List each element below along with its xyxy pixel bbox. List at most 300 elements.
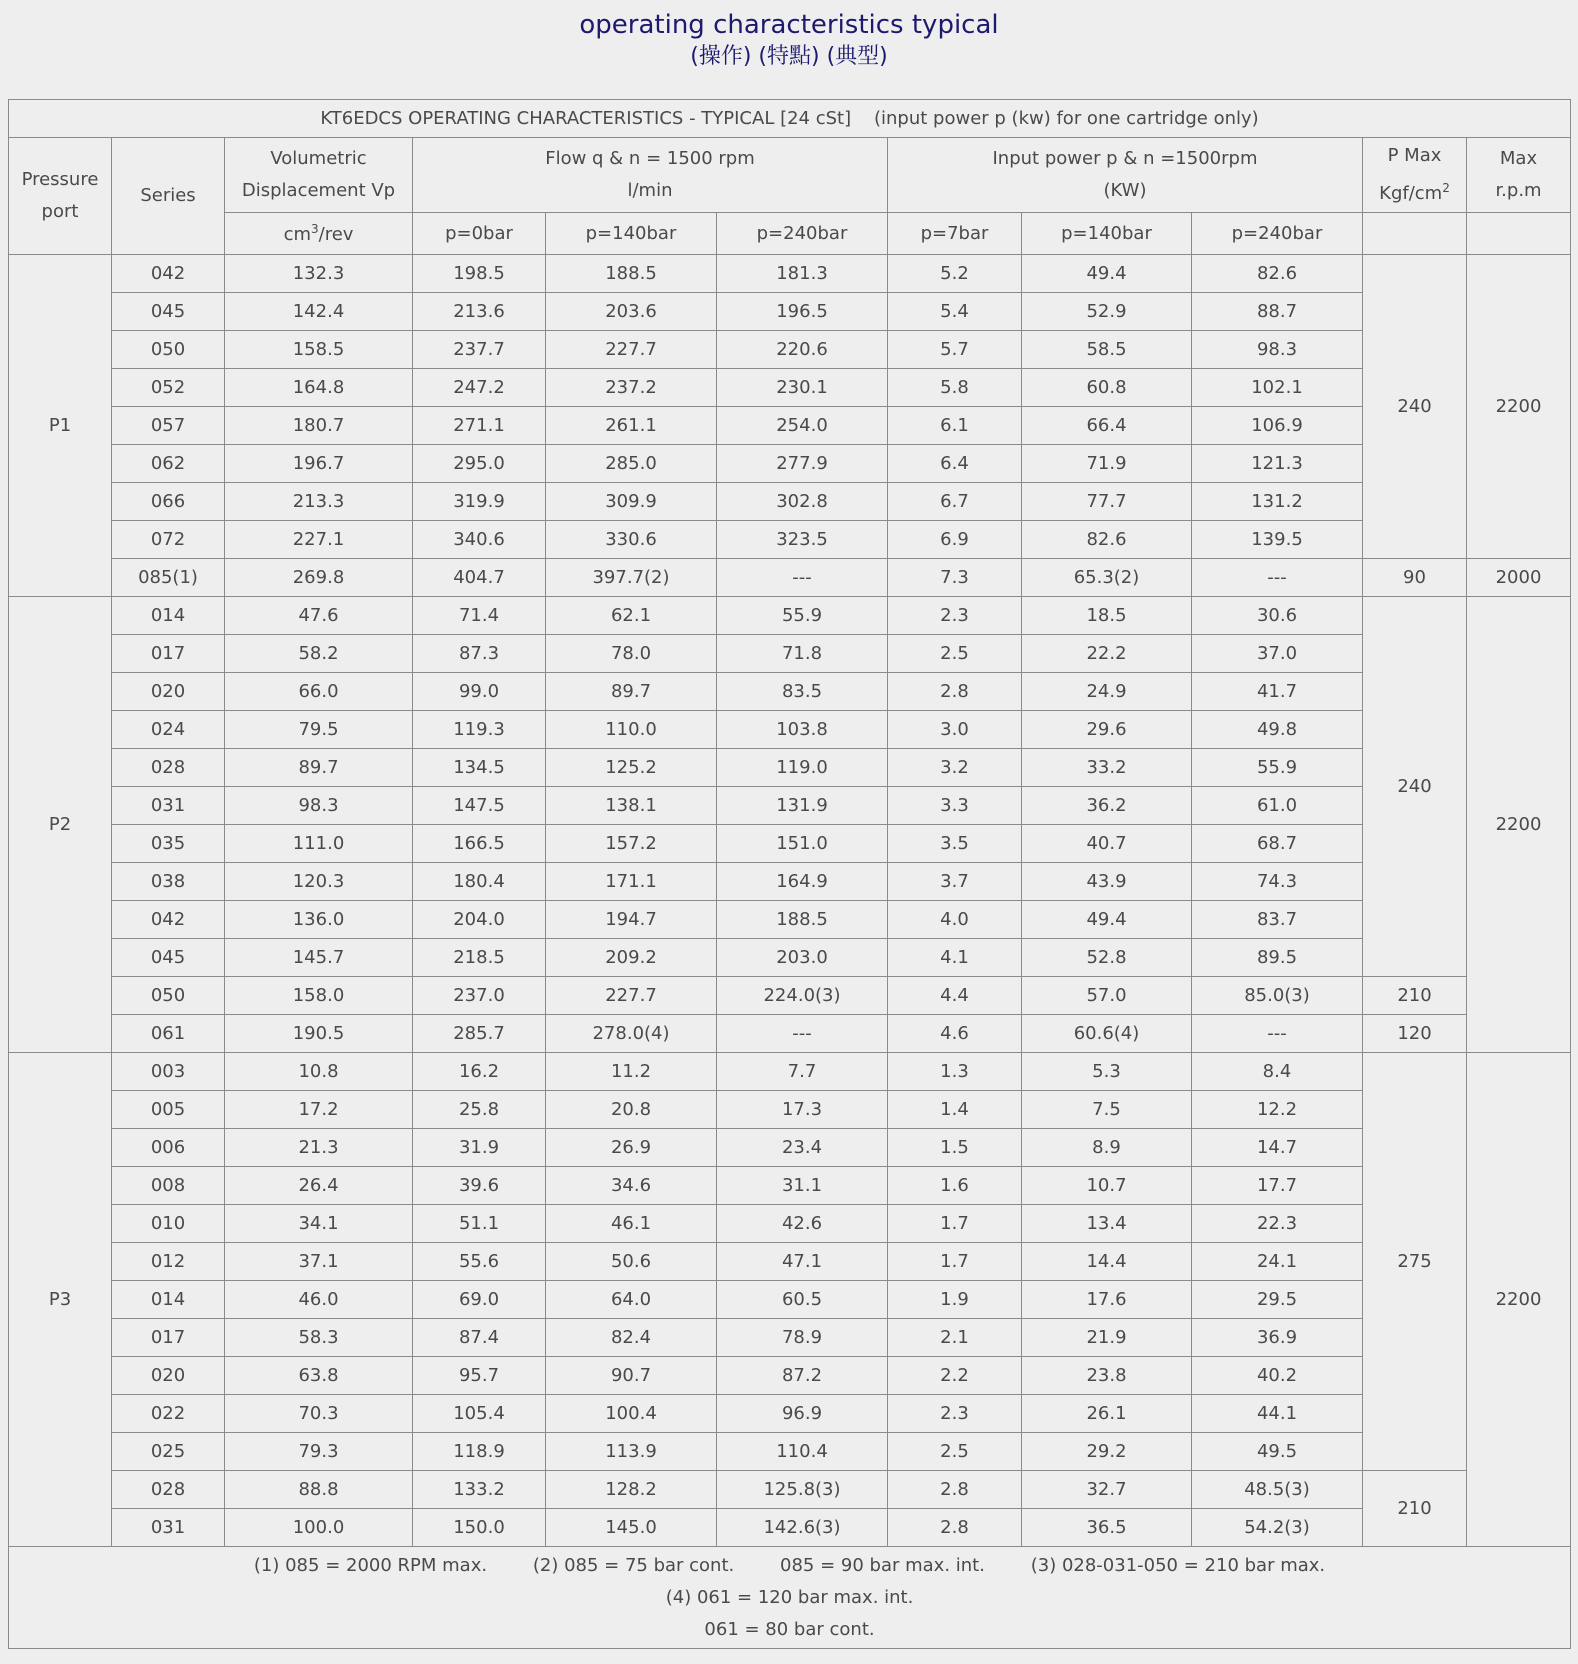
table-row xyxy=(9,483,1571,521)
displacement-cell: 79.5 xyxy=(225,711,413,749)
header-volumetric xyxy=(225,138,413,213)
header-flow-p240: p=240bar xyxy=(717,213,888,255)
power-p240-cell: 41.7 xyxy=(1192,673,1363,711)
unit-sup: 3 xyxy=(311,222,319,236)
power-p140-cell: 17.6 xyxy=(1022,1281,1192,1319)
power-p140-cell: 14.4 xyxy=(1022,1243,1192,1281)
series-cell: 020 xyxy=(112,1357,225,1395)
power-p7-cell: 5.7 xyxy=(888,331,1022,369)
table-body xyxy=(9,255,1571,1547)
footnote-line-1: (1) 085 = 2000 RPM max. (2) 085 = 75 bar cont. 085 = 90 bar max. int. (3) 028-031-050 = 210 bar max. xyxy=(253,1554,1326,1576)
flow-p0-cell: 31.9 xyxy=(413,1129,546,1167)
flow-p140-cell: 82.4 xyxy=(546,1319,717,1357)
table-row xyxy=(9,407,1571,445)
power-p7-cell: 2.3 xyxy=(888,597,1022,635)
flow-p240-cell: 60.5 xyxy=(717,1281,888,1319)
displacement-cell: 120.3 xyxy=(225,863,413,901)
power-p240-cell: 89.5 xyxy=(1192,939,1363,977)
flow-p140-cell: 11.2 xyxy=(546,1053,717,1091)
flow-p240-cell: 7.7 xyxy=(717,1053,888,1091)
power-p240-cell: 88.7 xyxy=(1192,293,1363,331)
flow-p140-cell: 26.9 xyxy=(546,1129,717,1167)
header-maxrpm-spacer xyxy=(1467,213,1571,255)
header-maxrpm-line2: r.p.m xyxy=(1495,180,1542,201)
series-cell: 066 xyxy=(112,483,225,521)
flow-p0-cell: 39.6 xyxy=(413,1167,546,1205)
flow-p140-cell: 110.0 xyxy=(546,711,717,749)
table-row xyxy=(9,711,1571,749)
displacement-cell: 111.0 xyxy=(225,825,413,863)
power-p7-cell: 1.4 xyxy=(888,1091,1022,1129)
header-pressure-port xyxy=(9,138,112,255)
power-p140-cell: 82.6 xyxy=(1022,521,1192,559)
flow-p140-cell: 261.1 xyxy=(546,407,717,445)
table-row xyxy=(9,939,1571,977)
power-p7-cell: 2.5 xyxy=(888,1433,1022,1471)
table-row xyxy=(9,1319,1571,1357)
power-p240-cell: 85.0(3) xyxy=(1192,977,1363,1015)
series-cell: 057 xyxy=(112,407,225,445)
displacement-cell: 158.5 xyxy=(225,331,413,369)
max-rpm-cell: 2200 xyxy=(1467,255,1571,559)
flow-p140-cell: 20.8 xyxy=(546,1091,717,1129)
table-row xyxy=(9,901,1571,939)
flow-p0-cell: 16.2 xyxy=(413,1053,546,1091)
series-cell: 045 xyxy=(112,293,225,331)
flow-p140-cell: 157.2 xyxy=(546,825,717,863)
power-p7-cell: 3.3 xyxy=(888,787,1022,825)
header-pmax-unit-sup: 2 xyxy=(1442,181,1450,195)
table-row xyxy=(9,559,1571,597)
series-cell: 022 xyxy=(112,1395,225,1433)
power-p240-cell: 22.3 xyxy=(1192,1205,1363,1243)
power-p140-cell: 29.6 xyxy=(1022,711,1192,749)
series-cell: 085(1) xyxy=(112,559,225,597)
power-p7-cell: 2.3 xyxy=(888,1395,1022,1433)
flow-p240-cell: 302.8 xyxy=(717,483,888,521)
power-p7-cell: 2.8 xyxy=(888,1471,1022,1509)
flow-p240-cell: 103.8 xyxy=(717,711,888,749)
power-p7-cell: 3.7 xyxy=(888,863,1022,901)
power-p240-cell: 121.3 xyxy=(1192,445,1363,483)
power-p7-cell: 5.8 xyxy=(888,369,1022,407)
flow-p140-cell: 50.6 xyxy=(546,1243,717,1281)
table-row xyxy=(9,1471,1571,1509)
flow-p240-cell: 87.2 xyxy=(717,1357,888,1395)
table-row xyxy=(9,1167,1571,1205)
displacement-cell: 158.0 xyxy=(225,977,413,1015)
flow-p140-cell: 78.0 xyxy=(546,635,717,673)
displacement-cell: 37.1 xyxy=(225,1243,413,1281)
pmax-cell: 240 xyxy=(1363,597,1467,977)
series-cell: 014 xyxy=(112,1281,225,1319)
header-max-rpm xyxy=(1467,138,1571,213)
power-p240-cell: 48.5(3) xyxy=(1192,1471,1363,1509)
flow-p140-cell: 194.7 xyxy=(546,901,717,939)
series-cell: 028 xyxy=(112,749,225,787)
page-title: operating characteristics typical xyxy=(579,10,999,40)
power-p140-cell: 33.2 xyxy=(1022,749,1192,787)
table-row xyxy=(9,1053,1571,1091)
flow-p240-cell: 71.8 xyxy=(717,635,888,673)
power-p240-cell: 131.2 xyxy=(1192,483,1363,521)
series-cell: 062 xyxy=(112,445,225,483)
displacement-cell: 34.1 xyxy=(225,1205,413,1243)
power-p240-cell: 37.0 xyxy=(1192,635,1363,673)
flow-p0-cell: 71.4 xyxy=(413,597,546,635)
flow-p140-cell: 138.1 xyxy=(546,787,717,825)
power-p140-cell: 32.7 xyxy=(1022,1471,1192,1509)
flow-p0-cell: 87.4 xyxy=(413,1319,546,1357)
power-p140-cell: 77.7 xyxy=(1022,483,1192,521)
flow-p140-cell: 34.6 xyxy=(546,1167,717,1205)
flow-p0-cell: 319.9 xyxy=(413,483,546,521)
power-p140-cell: 26.1 xyxy=(1022,1395,1192,1433)
header-power-p7: p=7bar xyxy=(888,213,1022,255)
power-p140-cell: 52.8 xyxy=(1022,939,1192,977)
displacement-cell: 190.5 xyxy=(225,1015,413,1053)
pmax-cell: 275 xyxy=(1363,1053,1467,1471)
flow-p240-cell: 254.0 xyxy=(717,407,888,445)
header-maxrpm-line1: Max xyxy=(1499,148,1538,169)
power-p140-cell: 36.5 xyxy=(1022,1509,1192,1547)
power-p140-cell: 43.9 xyxy=(1022,863,1192,901)
flow-p0-cell: 147.5 xyxy=(413,787,546,825)
max-rpm-cell: 2200 xyxy=(1467,597,1571,1053)
header-flow-p0: p=0bar xyxy=(413,213,546,255)
flow-p0-cell: 180.4 xyxy=(413,863,546,901)
table-row xyxy=(9,1395,1571,1433)
power-p240-cell: 49.5 xyxy=(1192,1433,1363,1471)
flow-p140-cell: 278.0(4) xyxy=(546,1015,717,1053)
flow-p140-cell: 113.9 xyxy=(546,1433,717,1471)
power-p140-cell: 36.2 xyxy=(1022,787,1192,825)
table-row xyxy=(9,1129,1571,1167)
power-p140-cell: 60.8 xyxy=(1022,369,1192,407)
table-row xyxy=(9,1281,1571,1319)
flow-p140-cell: 62.1 xyxy=(546,597,717,635)
power-p140-cell: 8.9 xyxy=(1022,1129,1192,1167)
power-p240-cell: --- xyxy=(1192,1015,1363,1053)
power-p7-cell: 6.4 xyxy=(888,445,1022,483)
table-row xyxy=(9,293,1571,331)
series-cell: 031 xyxy=(112,787,225,825)
header-input-power xyxy=(888,138,1363,213)
displacement-cell: 136.0 xyxy=(225,901,413,939)
power-p140-cell: 24.9 xyxy=(1022,673,1192,711)
title-block xyxy=(0,0,1578,88)
displacement-cell: 17.2 xyxy=(225,1091,413,1129)
power-p7-cell: 6.7 xyxy=(888,483,1022,521)
series-cell: 017 xyxy=(112,635,225,673)
pmax-cell: 240 xyxy=(1363,255,1467,559)
displacement-cell: 269.8 xyxy=(225,559,413,597)
power-p7-cell: 2.5 xyxy=(888,635,1022,673)
flow-p240-cell: 42.6 xyxy=(717,1205,888,1243)
power-p240-cell: 12.2 xyxy=(1192,1091,1363,1129)
flow-p0-cell: 237.7 xyxy=(413,331,546,369)
flow-p240-cell: 31.1 xyxy=(717,1167,888,1205)
flow-p0-cell: 99.0 xyxy=(413,673,546,711)
table-row xyxy=(9,977,1571,1015)
power-p7-cell: 4.6 xyxy=(888,1015,1022,1053)
power-p240-cell: 17.7 xyxy=(1192,1167,1363,1205)
flow-p240-cell: 17.3 xyxy=(717,1091,888,1129)
displacement-cell: 66.0 xyxy=(225,673,413,711)
displacement-cell: 213.3 xyxy=(225,483,413,521)
series-cell: 010 xyxy=(112,1205,225,1243)
flow-p0-cell: 25.8 xyxy=(413,1091,546,1129)
power-p240-cell: 83.7 xyxy=(1192,901,1363,939)
header-power-p240: p=240bar xyxy=(1192,213,1363,255)
displacement-cell: 100.0 xyxy=(225,1509,413,1547)
pmax-cell: 120 xyxy=(1363,1015,1467,1053)
series-cell: 050 xyxy=(112,331,225,369)
power-p240-cell: 8.4 xyxy=(1192,1053,1363,1091)
flow-p0-cell: 204.0 xyxy=(413,901,546,939)
series-cell: 005 xyxy=(112,1091,225,1129)
power-p140-cell: 21.9 xyxy=(1022,1319,1192,1357)
power-p7-cell: 3.2 xyxy=(888,749,1022,787)
power-p140-cell: 52.9 xyxy=(1022,293,1192,331)
power-p240-cell: 61.0 xyxy=(1192,787,1363,825)
displacement-cell: 180.7 xyxy=(225,407,413,445)
displacement-cell: 46.0 xyxy=(225,1281,413,1319)
table-row xyxy=(9,597,1571,635)
power-p140-cell: 71.9 xyxy=(1022,445,1192,483)
series-cell: 035 xyxy=(112,825,225,863)
power-p7-cell: 1.3 xyxy=(888,1053,1022,1091)
flow-p240-cell: 110.4 xyxy=(717,1433,888,1471)
flow-p240-cell: 131.9 xyxy=(717,787,888,825)
header-unit-cm3-rev xyxy=(225,213,413,255)
power-p7-cell: 2.1 xyxy=(888,1319,1022,1357)
flow-p140-cell: 330.6 xyxy=(546,521,717,559)
series-cell: 042 xyxy=(112,255,225,293)
header-pressure-port-line2: port xyxy=(41,201,79,222)
flow-p140-cell: 188.5 xyxy=(546,255,717,293)
header-pmax-spacer xyxy=(1363,213,1467,255)
flow-p140-cell: 128.2 xyxy=(546,1471,717,1509)
pressure-port-cell: P3 xyxy=(9,1053,112,1547)
displacement-cell: 58.3 xyxy=(225,1319,413,1357)
power-p7-cell: 5.4 xyxy=(888,293,1022,331)
series-cell: 006 xyxy=(112,1129,225,1167)
power-p140-cell: 23.8 xyxy=(1022,1357,1192,1395)
flow-p240-cell: 23.4 xyxy=(717,1129,888,1167)
power-p240-cell: 55.9 xyxy=(1192,749,1363,787)
displacement-cell: 10.8 xyxy=(225,1053,413,1091)
pressure-port-cell: P2 xyxy=(9,597,112,1053)
power-p7-cell: 4.1 xyxy=(888,939,1022,977)
flow-p140-cell: 227.7 xyxy=(546,977,717,1015)
series-cell: 045 xyxy=(112,939,225,977)
table-row xyxy=(9,749,1571,787)
displacement-cell: 26.4 xyxy=(225,1167,413,1205)
power-p140-cell: 40.7 xyxy=(1022,825,1192,863)
table-row xyxy=(9,255,1571,293)
table-row xyxy=(9,787,1571,825)
power-p7-cell: 3.5 xyxy=(888,825,1022,863)
power-p7-cell: 2.8 xyxy=(888,1509,1022,1547)
flow-p140-cell: 46.1 xyxy=(546,1205,717,1243)
header-volumetric-line1: Volumetric xyxy=(270,148,367,169)
displacement-cell: 21.3 xyxy=(225,1129,413,1167)
flow-p0-cell: 237.0 xyxy=(413,977,546,1015)
flow-p0-cell: 55.6 xyxy=(413,1243,546,1281)
power-p240-cell: 49.8 xyxy=(1192,711,1363,749)
power-p140-cell: 49.4 xyxy=(1022,255,1192,293)
table-row xyxy=(9,1509,1571,1547)
flow-p0-cell: 166.5 xyxy=(413,825,546,863)
power-p240-cell: 74.3 xyxy=(1192,863,1363,901)
flow-p0-cell: 213.6 xyxy=(413,293,546,331)
power-p140-cell: 5.3 xyxy=(1022,1053,1192,1091)
flow-p240-cell: 151.0 xyxy=(717,825,888,863)
power-p240-cell: --- xyxy=(1192,559,1363,597)
flow-p240-cell: 47.1 xyxy=(717,1243,888,1281)
power-p240-cell: 54.2(3) xyxy=(1192,1509,1363,1547)
table-row xyxy=(9,445,1571,483)
power-p7-cell: 1.7 xyxy=(888,1205,1022,1243)
flow-p0-cell: 198.5 xyxy=(413,255,546,293)
series-cell: 038 xyxy=(112,863,225,901)
header-series: Series xyxy=(112,138,225,255)
series-cell: 025 xyxy=(112,1433,225,1471)
flow-p0-cell: 218.5 xyxy=(413,939,546,977)
displacement-cell: 164.8 xyxy=(225,369,413,407)
power-p7-cell: 1.6 xyxy=(888,1167,1022,1205)
flow-p0-cell: 51.1 xyxy=(413,1205,546,1243)
power-p7-cell: 2.8 xyxy=(888,673,1022,711)
series-cell: 017 xyxy=(112,1319,225,1357)
flow-p140-cell: 145.0 xyxy=(546,1509,717,1547)
series-cell: 024 xyxy=(112,711,225,749)
power-p7-cell: 1.9 xyxy=(888,1281,1022,1319)
flow-p240-cell: 78.9 xyxy=(717,1319,888,1357)
power-p7-cell: 3.0 xyxy=(888,711,1022,749)
displacement-cell: 58.2 xyxy=(225,635,413,673)
pmax-cell: 210 xyxy=(1363,1471,1467,1547)
flow-p140-cell: 89.7 xyxy=(546,673,717,711)
power-p7-cell: 2.2 xyxy=(888,1357,1022,1395)
power-p140-cell: 22.2 xyxy=(1022,635,1192,673)
power-p7-cell: 1.7 xyxy=(888,1243,1022,1281)
power-p140-cell: 60.6(4) xyxy=(1022,1015,1192,1053)
flow-p240-cell: 230.1 xyxy=(717,369,888,407)
footnote-line-3: 061 = 80 bar cont. xyxy=(704,1618,875,1640)
table-row xyxy=(9,1357,1571,1395)
power-p240-cell: 68.7 xyxy=(1192,825,1363,863)
characteristics-table xyxy=(8,99,1571,1649)
displacement-cell: 47.6 xyxy=(225,597,413,635)
flow-p0-cell: 118.9 xyxy=(413,1433,546,1471)
flow-p140-cell: 397.7(2) xyxy=(546,559,717,597)
series-cell: 020 xyxy=(112,673,225,711)
footnotes xyxy=(9,1547,1571,1649)
flow-p140-cell: 227.7 xyxy=(546,331,717,369)
header-flow-p140: p=140bar xyxy=(546,213,717,255)
max-rpm-cell: 2000 xyxy=(1467,559,1571,597)
table-row xyxy=(9,673,1571,711)
header-pmax-line1: P Max xyxy=(1387,145,1442,166)
power-p140-cell: 7.5 xyxy=(1022,1091,1192,1129)
table-row xyxy=(9,369,1571,407)
pmax-cell: 210 xyxy=(1363,977,1467,1015)
flow-p0-cell: 404.7 xyxy=(413,559,546,597)
series-cell: 052 xyxy=(112,369,225,407)
power-p240-cell: 36.9 xyxy=(1192,1319,1363,1357)
header-flow-line2: l/min xyxy=(627,180,673,201)
power-p7-cell: 1.5 xyxy=(888,1129,1022,1167)
flow-p240-cell: --- xyxy=(717,559,888,597)
displacement-cell: 132.3 xyxy=(225,255,413,293)
flow-p240-cell: 220.6 xyxy=(717,331,888,369)
displacement-cell: 89.7 xyxy=(225,749,413,787)
flow-p0-cell: 95.7 xyxy=(413,1357,546,1395)
displacement-cell: 196.7 xyxy=(225,445,413,483)
flow-p140-cell: 64.0 xyxy=(546,1281,717,1319)
table-row xyxy=(9,825,1571,863)
flow-p240-cell: 96.9 xyxy=(717,1395,888,1433)
power-p140-cell: 29.2 xyxy=(1022,1433,1192,1471)
series-cell: 072 xyxy=(112,521,225,559)
power-p240-cell: 30.6 xyxy=(1192,597,1363,635)
flow-p0-cell: 119.3 xyxy=(413,711,546,749)
table-caption: KT6EDCS OPERATING CHARACTERISTICS - TYPICAL [24 cSt] (input power p (kw) for one cartridge only) xyxy=(9,100,1571,138)
flow-p240-cell: 125.8(3) xyxy=(717,1471,888,1509)
flow-p140-cell: 100.4 xyxy=(546,1395,717,1433)
power-p7-cell: 4.0 xyxy=(888,901,1022,939)
power-p240-cell: 98.3 xyxy=(1192,331,1363,369)
power-p240-cell: 40.2 xyxy=(1192,1357,1363,1395)
displacement-cell: 145.7 xyxy=(225,939,413,977)
flow-p240-cell: 181.3 xyxy=(717,255,888,293)
table-row xyxy=(9,1015,1571,1053)
unit-base: cm xyxy=(283,224,311,245)
flow-p240-cell: 224.0(3) xyxy=(717,977,888,1015)
header-volumetric-line2: Displacement Vp xyxy=(241,180,396,201)
flow-p240-cell: 142.6(3) xyxy=(717,1509,888,1547)
power-p240-cell: 106.9 xyxy=(1192,407,1363,445)
table-row xyxy=(9,1243,1571,1281)
table-row xyxy=(9,1091,1571,1129)
table-row xyxy=(9,635,1571,673)
power-p7-cell: 5.2 xyxy=(888,255,1022,293)
flow-p240-cell: 119.0 xyxy=(717,749,888,787)
power-p140-cell: 65.3(2) xyxy=(1022,559,1192,597)
power-p140-cell: 58.5 xyxy=(1022,331,1192,369)
power-p240-cell: 29.5 xyxy=(1192,1281,1363,1319)
flow-p0-cell: 247.2 xyxy=(413,369,546,407)
header-pmax-unit: Kgf/cm xyxy=(1379,183,1443,204)
flow-p240-cell: 203.0 xyxy=(717,939,888,977)
displacement-cell: 70.3 xyxy=(225,1395,413,1433)
power-p140-cell: 13.4 xyxy=(1022,1205,1192,1243)
flow-p0-cell: 133.2 xyxy=(413,1471,546,1509)
power-p140-cell: 18.5 xyxy=(1022,597,1192,635)
series-cell: 042 xyxy=(112,901,225,939)
series-cell: 014 xyxy=(112,597,225,635)
series-cell: 061 xyxy=(112,1015,225,1053)
displacement-cell: 63.8 xyxy=(225,1357,413,1395)
flow-p140-cell: 171.1 xyxy=(546,863,717,901)
power-p240-cell: 44.1 xyxy=(1192,1395,1363,1433)
flow-p0-cell: 134.5 xyxy=(413,749,546,787)
power-p140-cell: 57.0 xyxy=(1022,977,1192,1015)
flow-p240-cell: 277.9 xyxy=(717,445,888,483)
power-p240-cell: 14.7 xyxy=(1192,1129,1363,1167)
